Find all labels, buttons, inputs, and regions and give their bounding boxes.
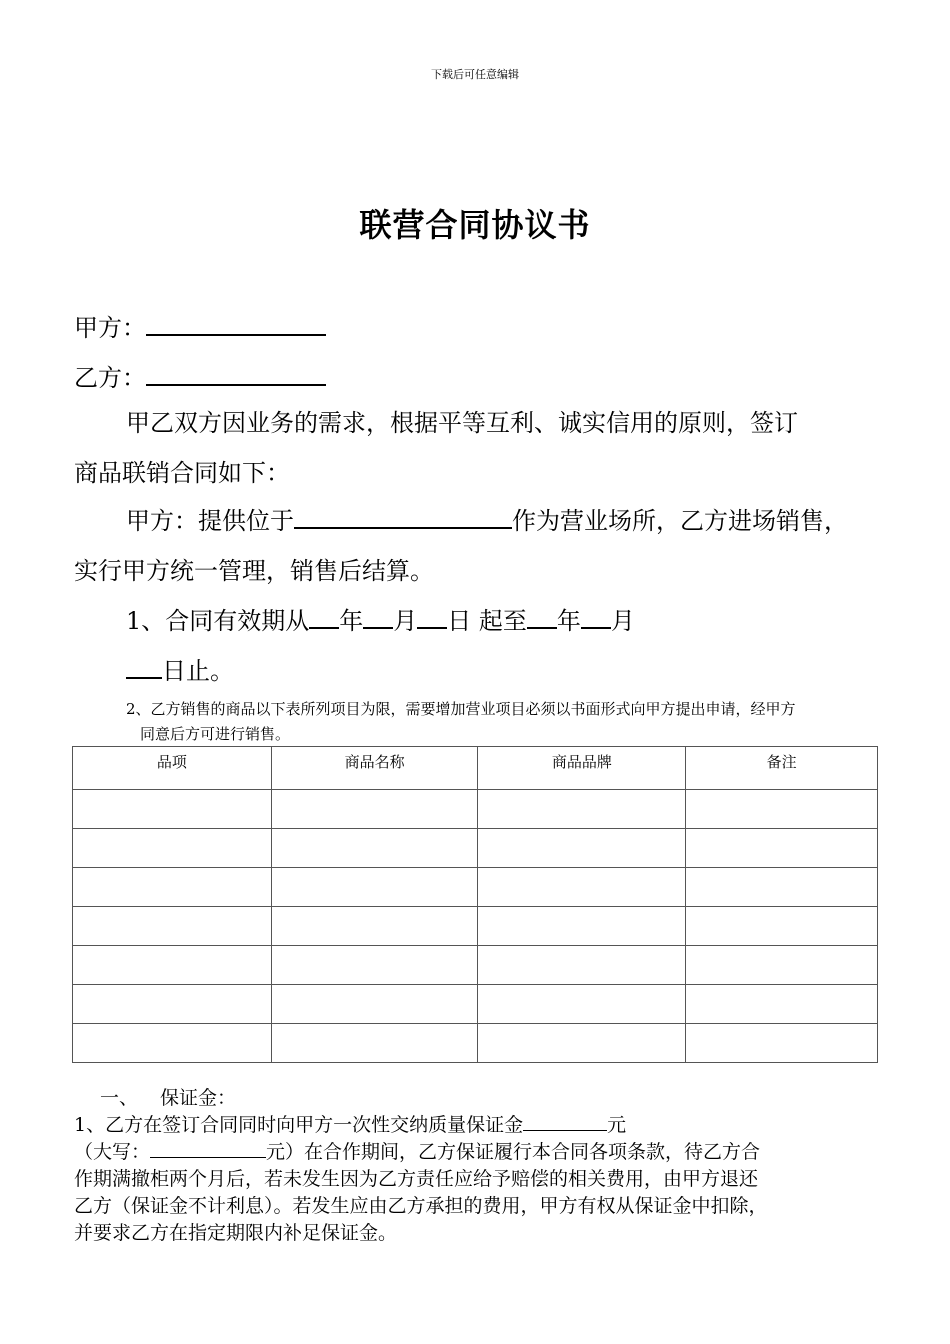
intro-line-1: 甲乙双方因业务的需求，根据平等互利、诚实信用的原则，签订 bbox=[126, 409, 798, 437]
location-blank[interactable] bbox=[294, 503, 512, 529]
party-a-label: 甲方： bbox=[74, 314, 146, 342]
deposit-line-5: 并要求乙方在指定期限内补足保证金。 bbox=[74, 1222, 398, 1244]
table-header-row bbox=[73, 747, 878, 790]
clause-a-suffix: 作为营业场所，乙方进场销售， bbox=[512, 507, 848, 535]
table-cell[interactable] bbox=[478, 1024, 686, 1063]
column-header-item: 品项 bbox=[73, 747, 272, 790]
party-b-blank[interactable] bbox=[146, 360, 326, 386]
table-cell[interactable] bbox=[686, 829, 878, 868]
table-cell[interactable] bbox=[271, 868, 478, 907]
party-a-line bbox=[74, 308, 326, 343]
deposit-line-4: 乙方（保证金不计利息）。若发生应由乙方承担的费用，甲方有权从保证金中扣除， bbox=[74, 1195, 768, 1217]
table-cell[interactable] bbox=[73, 829, 272, 868]
table-row bbox=[73, 946, 878, 985]
table-row bbox=[73, 985, 878, 1024]
end-year-blank[interactable] bbox=[527, 603, 557, 629]
clause-a-prefix: 甲方：提供位于 bbox=[126, 507, 294, 535]
deposit-line-2 bbox=[74, 1139, 889, 1166]
table-cell[interactable] bbox=[73, 1024, 272, 1063]
term-day-2: 日止。 bbox=[162, 657, 234, 685]
table-cell[interactable] bbox=[73, 907, 272, 946]
header-note: 下载后可任意编辑 bbox=[431, 68, 519, 81]
table-row bbox=[73, 829, 878, 868]
table-cell[interactable] bbox=[73, 868, 272, 907]
table-cell[interactable] bbox=[686, 790, 878, 829]
party-a-blank[interactable] bbox=[146, 310, 326, 336]
deposit-line-1-suffix: 元 bbox=[607, 1114, 627, 1136]
table-cell[interactable] bbox=[271, 907, 478, 946]
item-2-line-1: 2、乙方销售的商品以下表所列项目为限，需要增加营业项目必须以书面形式向甲方提出申请，经甲方 bbox=[126, 700, 796, 718]
deposit-line-2-suffix: 元）在合作期间，乙方保证履行本合同各项条款，待乙方合 bbox=[266, 1141, 761, 1163]
term-lead: 1、合同有效期从 bbox=[126, 607, 310, 635]
document-title: 联营合同协议书 bbox=[359, 206, 591, 244]
table-cell[interactable] bbox=[478, 907, 686, 946]
item-2-paragraph bbox=[126, 697, 886, 747]
deposit-line-2-prefix: （大写： bbox=[74, 1141, 151, 1163]
start-year-blank[interactable] bbox=[309, 603, 339, 629]
clause-a-line-1 bbox=[74, 496, 884, 546]
product-table bbox=[72, 746, 878, 1063]
table-cell[interactable] bbox=[686, 985, 878, 1024]
term-year-1: 年 bbox=[339, 607, 364, 635]
party-b-label: 乙方： bbox=[74, 364, 146, 392]
table-cell[interactable] bbox=[271, 790, 478, 829]
deposit-heading-text: 保证金： bbox=[160, 1087, 237, 1109]
term-line-1 bbox=[74, 596, 884, 646]
table-cell[interactable] bbox=[271, 829, 478, 868]
table-row bbox=[73, 790, 878, 829]
column-header-product-name: 商品名称 bbox=[271, 747, 478, 790]
deposit-line-3: 作期满撤柜两个月后，若未发生因为乙方责任应给予赔偿的相关费用，由甲方退还 bbox=[74, 1168, 759, 1190]
column-header-brand: 商品品牌 bbox=[478, 747, 686, 790]
deposit-line-1 bbox=[74, 1112, 889, 1139]
table-cell[interactable] bbox=[686, 946, 878, 985]
table-cell[interactable] bbox=[478, 829, 686, 868]
term-month-2: 月 bbox=[610, 607, 635, 635]
term-year-2: 年 bbox=[556, 607, 581, 635]
term-line-2 bbox=[74, 646, 884, 696]
start-day-blank[interactable] bbox=[417, 603, 447, 629]
table-cell[interactable] bbox=[73, 985, 272, 1024]
start-month-blank[interactable] bbox=[363, 603, 393, 629]
table-cell[interactable] bbox=[686, 907, 878, 946]
end-day-blank[interactable] bbox=[126, 653, 162, 679]
end-month-blank[interactable] bbox=[581, 603, 611, 629]
party-b-line bbox=[74, 358, 326, 393]
table-row bbox=[73, 1024, 878, 1063]
deposit-line-1-prefix: 1、乙方在签订合同同时向甲方一次性交纳质量保证金 bbox=[74, 1114, 524, 1136]
intro-paragraph bbox=[74, 398, 884, 498]
clause-a-line-2: 实行甲方统一管理，销售后结算。 bbox=[74, 557, 434, 585]
table-cell[interactable] bbox=[271, 1024, 478, 1063]
table-cell[interactable] bbox=[478, 985, 686, 1024]
table-cell[interactable] bbox=[271, 946, 478, 985]
table-cell[interactable] bbox=[478, 946, 686, 985]
term-month-1: 月 bbox=[393, 607, 418, 635]
table-row bbox=[73, 868, 878, 907]
item-2-line-2: 同意后方可进行销售。 bbox=[140, 725, 291, 743]
table-cell[interactable] bbox=[478, 790, 686, 829]
table-row bbox=[73, 907, 878, 946]
deposit-amount-blank[interactable] bbox=[523, 1112, 607, 1131]
term-day-1: 日 起至 bbox=[447, 607, 527, 635]
table-cell[interactable] bbox=[73, 946, 272, 985]
deposit-amount-words-blank[interactable] bbox=[150, 1139, 266, 1158]
table-cell[interactable] bbox=[478, 868, 686, 907]
column-header-remarks: 备注 bbox=[686, 747, 878, 790]
table-cell[interactable] bbox=[271, 985, 478, 1024]
table-cell[interactable] bbox=[686, 868, 878, 907]
intro-line-2: 商品联销合同如下： bbox=[74, 459, 290, 487]
clause-a-paragraph bbox=[74, 496, 884, 596]
deposit-heading-number: 一、 bbox=[100, 1087, 139, 1109]
deposit-section bbox=[74, 1085, 889, 1247]
deposit-heading bbox=[74, 1085, 889, 1112]
term-paragraph bbox=[74, 596, 884, 696]
table-cell[interactable] bbox=[686, 1024, 878, 1063]
table-cell[interactable] bbox=[73, 790, 272, 829]
